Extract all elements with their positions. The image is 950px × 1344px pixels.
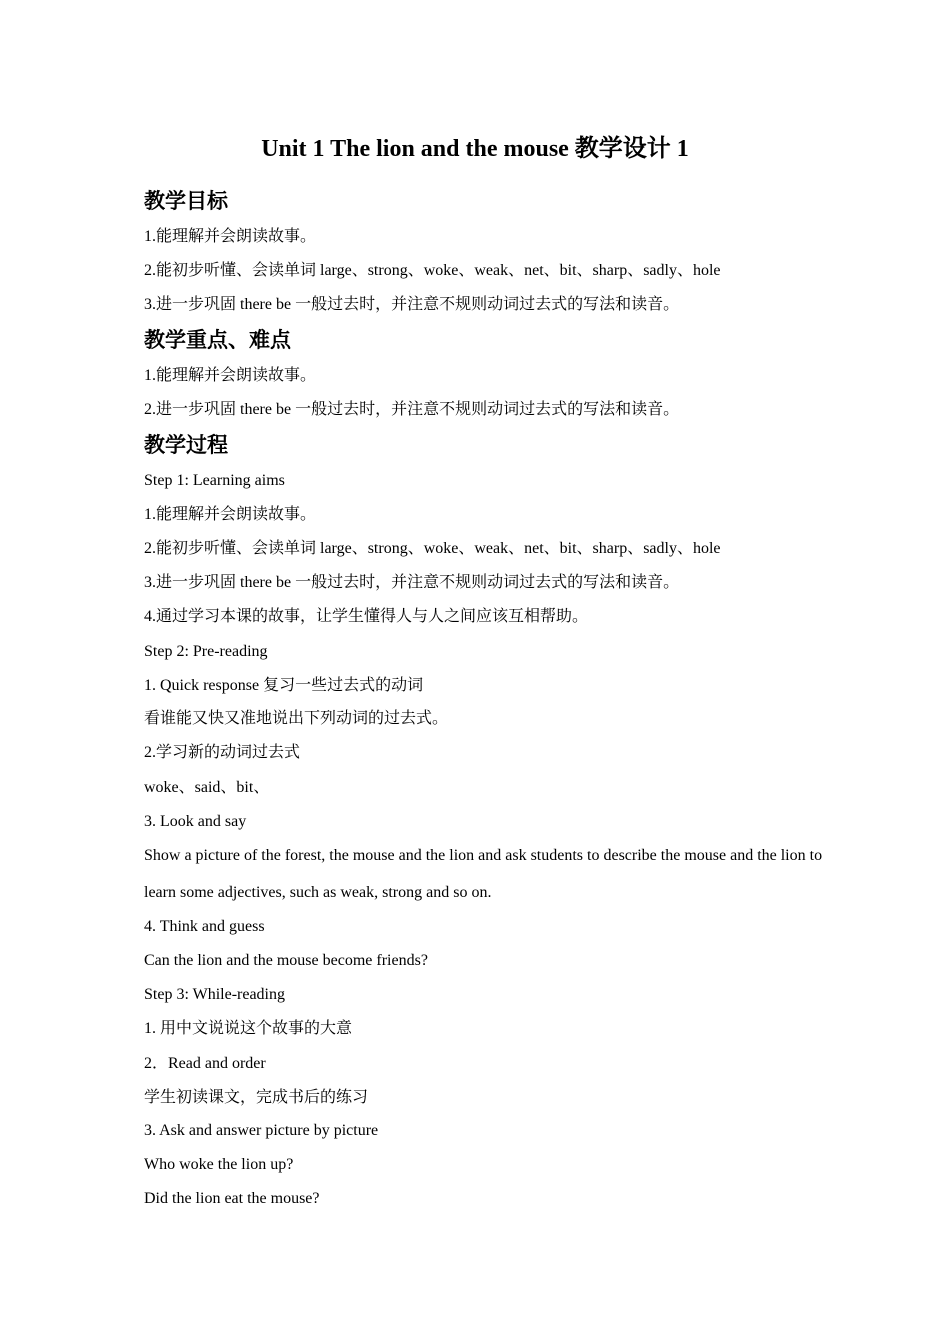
process-line: 4.通过学习本课的故事，让学生懂得人与人之间应该互相帮助。 <box>144 608 589 625</box>
process-line: 学生初读课文，完成书后的练习 <box>144 1089 369 1106</box>
process-paragraph: Show a picture of the forest, the mouse and the lion and ask students to describe the mouse and the lion to learn some adjectives, such as weak, strong and so on. <box>144 847 823 901</box>
objectives-heading: 教学目标 <box>144 189 228 213</box>
objective-item-2: 2.能初步听懂、会读单词 large、strong、woke、weak、net、bit、sharp、sadly、hole <box>144 262 721 279</box>
process-line: 1. 用中文说说这个故事的大意 <box>144 1020 353 1037</box>
document-title: Unit 1 The lion and the mouse 教学设计 1 <box>261 136 689 162</box>
process-line: 1. Quick response 复习一些过去式的动词 <box>144 677 424 694</box>
process-line: 2．Read and order <box>144 1055 266 1072</box>
process-line: 3. Ask and answer picture by picture <box>144 1122 379 1139</box>
process-line: Step 1: Learning aims <box>144 472 285 489</box>
process-line: 4. Think and guess <box>144 918 265 935</box>
key-points-heading: 教学重点、难点 <box>144 328 291 352</box>
objective-item-3: 3.进一步巩固 there be 一般过去时，并注意不规则动词过去式的写法和读音。 <box>144 296 680 313</box>
process-line: 3. Look and say <box>144 813 247 830</box>
process-line: woke、said、bit、 <box>144 779 270 796</box>
process-line: 3.进一步巩固 there be 一般过去时，并注意不规则动词过去式的写法和读音。 <box>144 574 680 591</box>
process-line: Step 3: While-reading <box>144 986 285 1003</box>
process-line: 2.学习新的动词过去式 <box>144 744 301 761</box>
process-line: Step 2: Pre-reading <box>144 643 268 660</box>
process-line: Did the lion eat the mouse? <box>144 1190 320 1207</box>
process-line: 看谁能又快又准地说出下列动词的过去式。 <box>144 710 449 727</box>
process-line: 2.能初步听懂、会读单词 large、strong、woke、weak、net、bit、sharp、sadly、hole <box>144 540 721 557</box>
process-line: 1.能理解并会朗读故事。 <box>144 506 317 523</box>
process-heading: 教学过程 <box>144 433 228 457</box>
key-point-item-1: 1.能理解并会朗读故事。 <box>144 367 317 384</box>
key-point-item-2: 2.进一步巩固 there be 一般过去时，并注意不规则动词过去式的写法和读音。 <box>144 401 680 418</box>
objective-item-1: 1.能理解并会朗读故事。 <box>144 228 317 245</box>
process-line: Who woke the lion up? <box>144 1156 294 1173</box>
process-line: Can the lion and the mouse become friends? <box>144 952 428 969</box>
